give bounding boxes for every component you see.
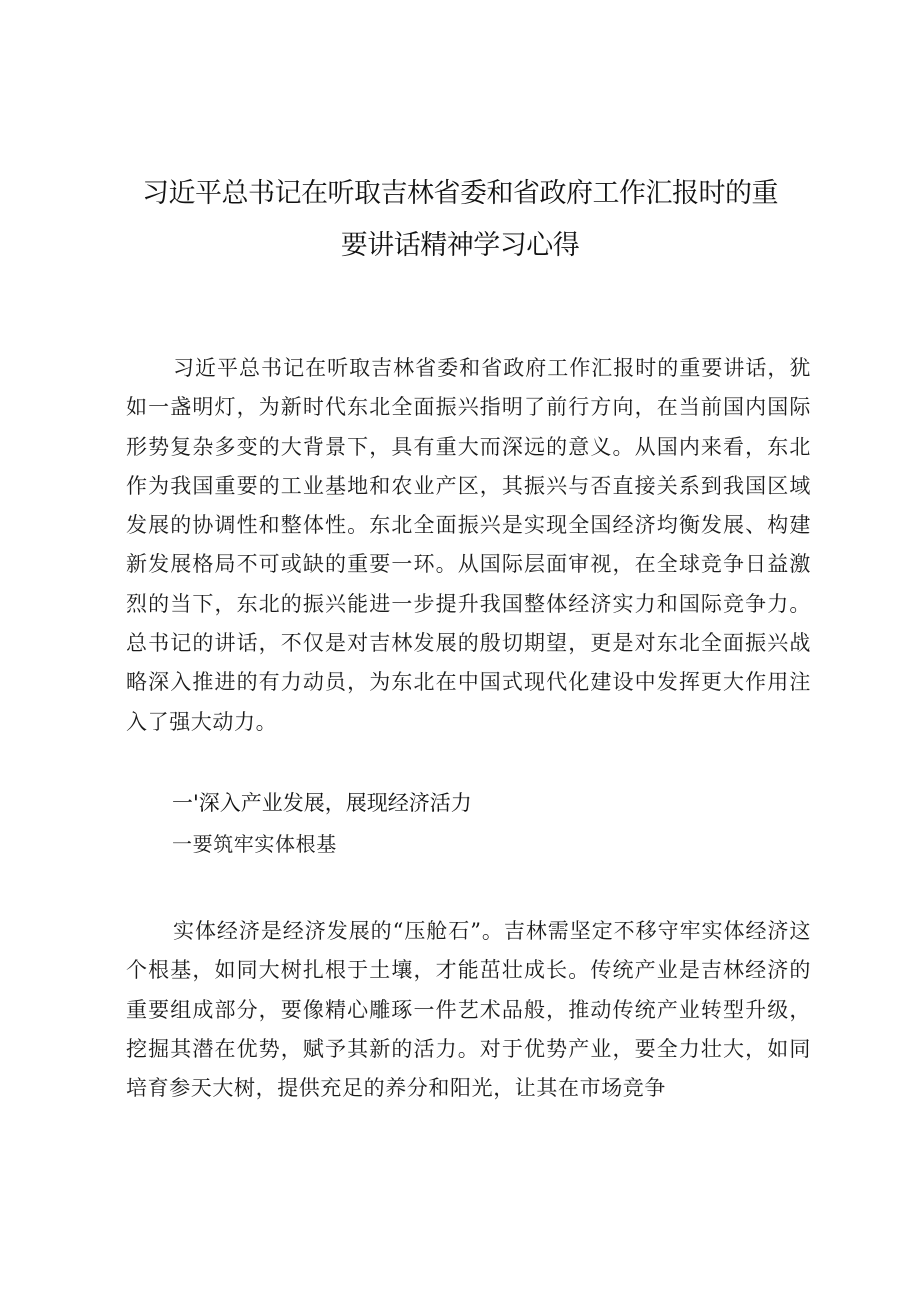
section-heading-1: 一'深入产业发展，展现经济活力 xyxy=(172,791,472,815)
title-line-2: 要讲话精神学习心得 xyxy=(340,230,580,261)
subsection-heading-1: 一要筑牢实体根基 xyxy=(172,832,337,856)
body-paragraph-2: 实体经济是经济发展的“压舱石”。吉林需坚定不移守牢实体经济这个根基，如同大树扎根于土壤，才能茁壮成长。传统产业是吉林经济的重要组成部分，要像精心雕琢一件艺术品般，推动传统产业转型升级，挖掘其潜在优势，赋予其新的活力。对于优势产业，要全力壮大，如同培育参天大树，提供充足的养分和阳光，让其在市场竞争 xyxy=(126,919,811,1101)
title-line-1: 习近平总书记在听取吉林省委和省政府工作汇报时的重 xyxy=(142,178,778,209)
intro-paragraph: 习近平总书记在听取吉林省委和省政府工作汇报时的重要讲话，犹如一盏明灯，为新时代东北全面振兴指明了前行方向，在当前国内国际形势复杂多变的大背景下，具有重大而深远的意义。从国内来看，东北作为我国重要的工业基地和农业产区，其振兴与否直接关系到我国区域发展的协调性和整体性。东北全面振兴是实现全国经济均衡发展、构建新发展格局不可或缺的重要一环。从国际层面审视，在全球竞争日益激烈的当下，东北的振兴能进一步提升我国整体经济实力和国际竞争力。总书记的讲话，不仅是对吉林发展的殷切期望，更是对东北全面振兴战略深入推进的有力动员，为东北在中国式现代化建设中发挥更大作用注入了强大动力。 xyxy=(126,356,811,734)
document-title xyxy=(130,168,790,272)
